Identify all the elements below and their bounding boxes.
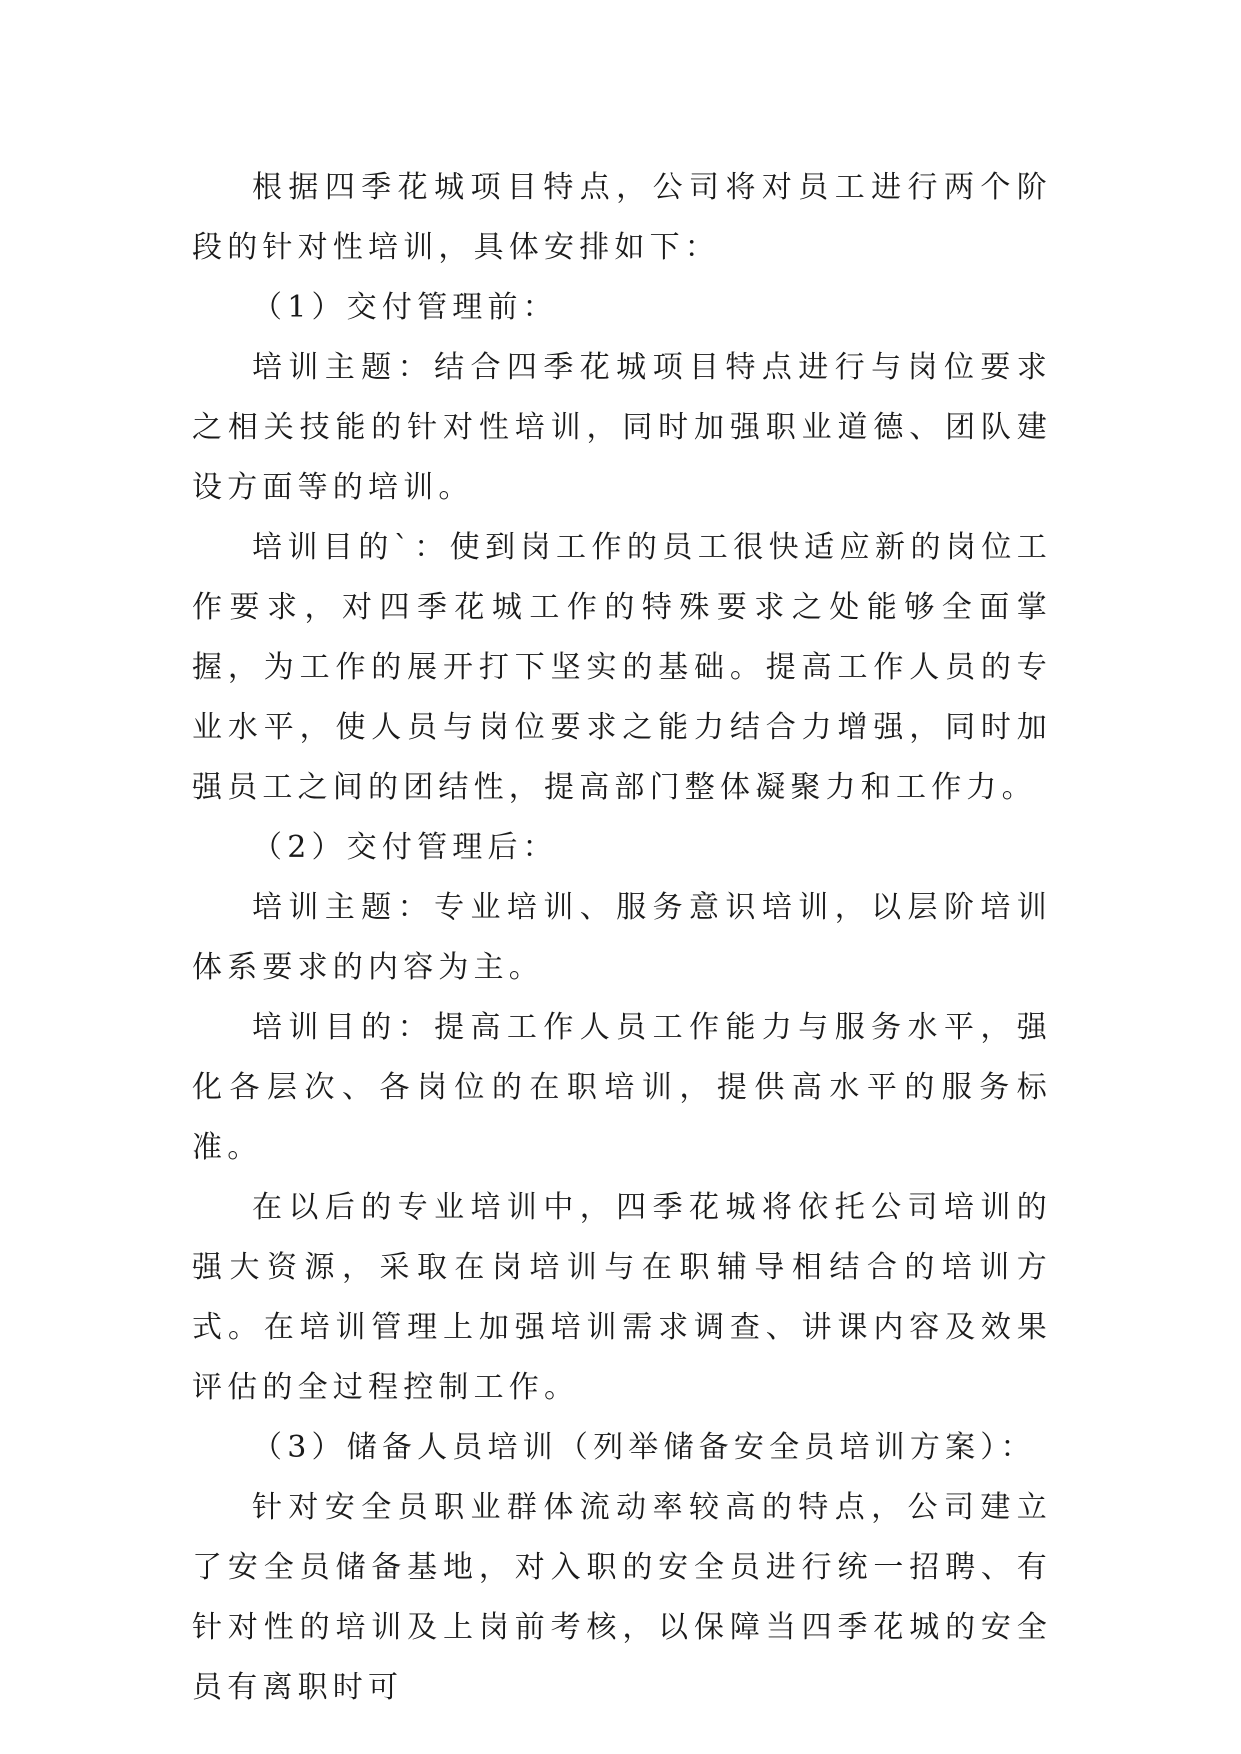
paragraph-security-reserve: 针对安全员职业群体流动率较高的特点，公司建立了安全员储备基地，对入职的安全员进行统一招聘、有针对性的培训及上岗前考核，以保障当四季花城的安全员有离职时可 <box>192 1490 1052 1705</box>
paragraph-training-theme-2: 培训主题：专业培训、服务意识培训，以层阶培训体系要求的内容为主。 <box>192 890 1052 985</box>
paragraph-training-goal-1: 培训目的`：使到岗工作的员工很快适应新的岗位工作要求，对四季花城工作的特殊要求之处能够全面掌握，为工作的展开打下坚实的基础。提高工作人员的专业水平，使人员与岗位要求之能力结合力增强，同时加强员工之间的团结性，提高部门整体凝聚力和工作力。 <box>192 530 1052 805</box>
paragraph-training-theme-1: 培训主题：结合四季花城项目特点进行与岗位要求之相关技能的针对性培训，同时加强职业道德、团队建设方面等的培训。 <box>192 350 1052 505</box>
paragraph-training-goal-2: 培训目的：提高工作人员工作能力与服务水平，强化各层次、各岗位的在职培训，提供高水平的服务标准。 <box>192 1010 1052 1165</box>
paragraph-future-training: 在以后的专业培训中，四季花城将依托公司培训的强大资源，采取在岗培训与在职辅导相结合的培训方式。在培训管理上加强培训需求调查、讲课内容及效果评估的全过程控制工作。 <box>192 1190 1052 1405</box>
heading-reserve-staff: （3）储备人员培训（列举储备安全员培训方案）： <box>252 1430 1036 1465</box>
document-body <box>192 158 1052 1718</box>
paragraph-intro: 根据四季花城项目特点，公司将对员工进行两个阶段的针对性培训，具体安排如下： <box>192 170 1052 265</box>
heading-after-delivery: （2）交付管理后： <box>252 830 558 865</box>
heading-before-delivery: （1）交付管理前： <box>252 290 558 325</box>
